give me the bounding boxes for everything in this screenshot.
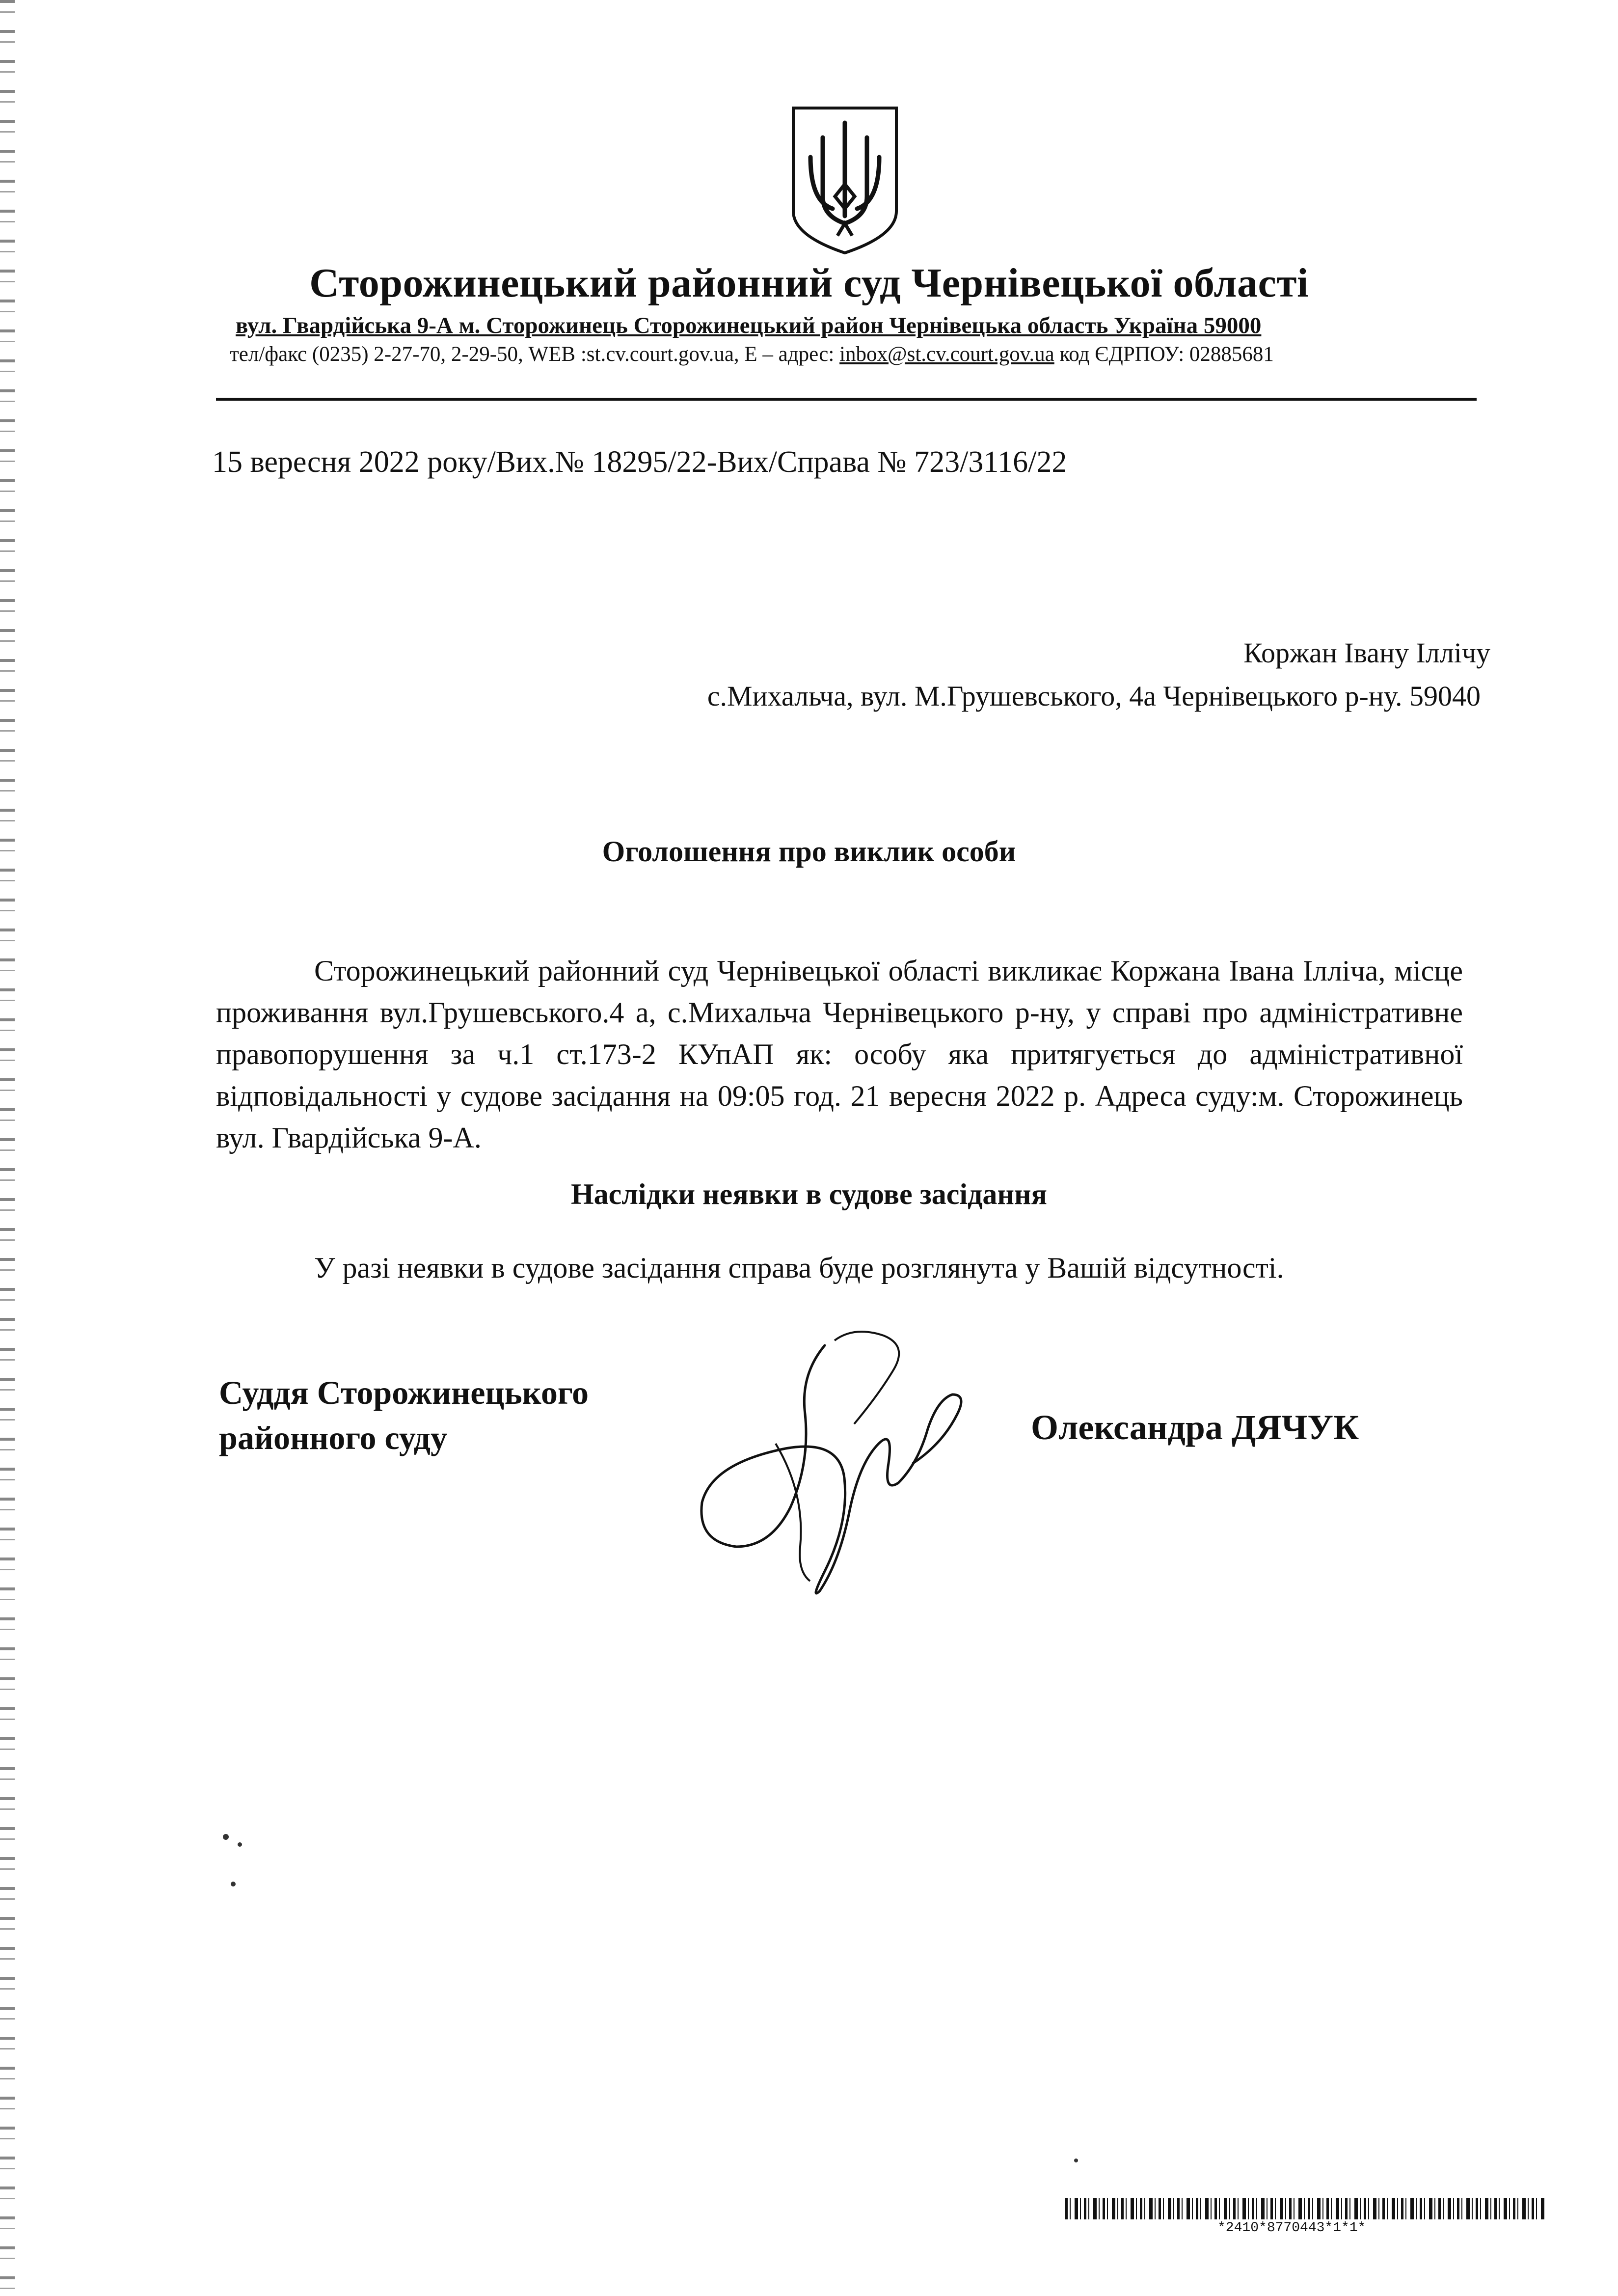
consequences-title: Наслідки неявки в судове засідання: [570, 1178, 1048, 1210]
coat-of-arms-icon: [788, 103, 901, 258]
notice-title: Оголошення про виклик особи: [602, 835, 1016, 868]
barcode-number: *2410*8770443*1*1*: [1217, 2220, 1366, 2236]
letterhead-divider: [216, 398, 1477, 401]
court-contacts: [230, 342, 1274, 366]
scan-speck: [231, 1882, 236, 1886]
scan-speck: [1074, 2159, 1078, 2162]
contacts-prefix: тел/факс (0235) 2-27-70, 2-29-50, WEB :st.cv.court.gov.ua, E – адрес:: [230, 343, 840, 366]
scan-edge-noise: [0, 0, 15, 2296]
recipient-address: с.Михальча, вул. М.Грушевського, 4а Чернівецького р-ну. 59040: [707, 680, 1481, 712]
judge-title: Суддя Сторожинецького районного суду: [219, 1374, 589, 1456]
scan-speck: [238, 1842, 242, 1847]
contacts-suffix: код ЄДРПОУ: 02885681: [1054, 343, 1274, 366]
judge-name: Олександра ДЯЧУК: [1031, 1408, 1359, 1447]
scan-speck: [223, 1834, 229, 1840]
consequences-text: У разі неявки в судове засідання справа буде розглянута у Вашій відсутності.: [314, 1252, 1284, 1284]
recipient-name: Коржан Івану Іллічу: [1243, 637, 1490, 669]
outgoing-number-line: 15 вересня 2022 року/Вих.№ 18295/22-Вих/Справа № 723/3116/22: [212, 445, 1067, 479]
court-address: вул. Гвардійська 9-А м. Сторожинець Сторожинецький район Чернівецька область Україна 59000: [236, 313, 1262, 338]
court-name: Сторожинецький районний суд Чернівецької області: [309, 260, 1309, 306]
handwritten-signature: [677, 1316, 992, 1630]
notice-body: Сторожинецький районний суд Чернівецької області викликає Коржана Івана Ілліча, місце проживання вул.Грушевського.4 а, с.Михальча Чернівецького р-ну, у справі про адміністративне правопорушення за ч.1 ст.173-2 КУпАП як: особу яка притягується до адміністративної відповідальності у судове засідання на 09:05 год. 21 вересня 2022 р. Адреса суду:м. Сторожинець вул. Гвардійська 9-А.: [216, 955, 1463, 1154]
email-link[interactable]: inbox@st.cv.court.gov.ua: [839, 343, 1054, 366]
document-barcode: [1065, 2198, 1546, 2219]
